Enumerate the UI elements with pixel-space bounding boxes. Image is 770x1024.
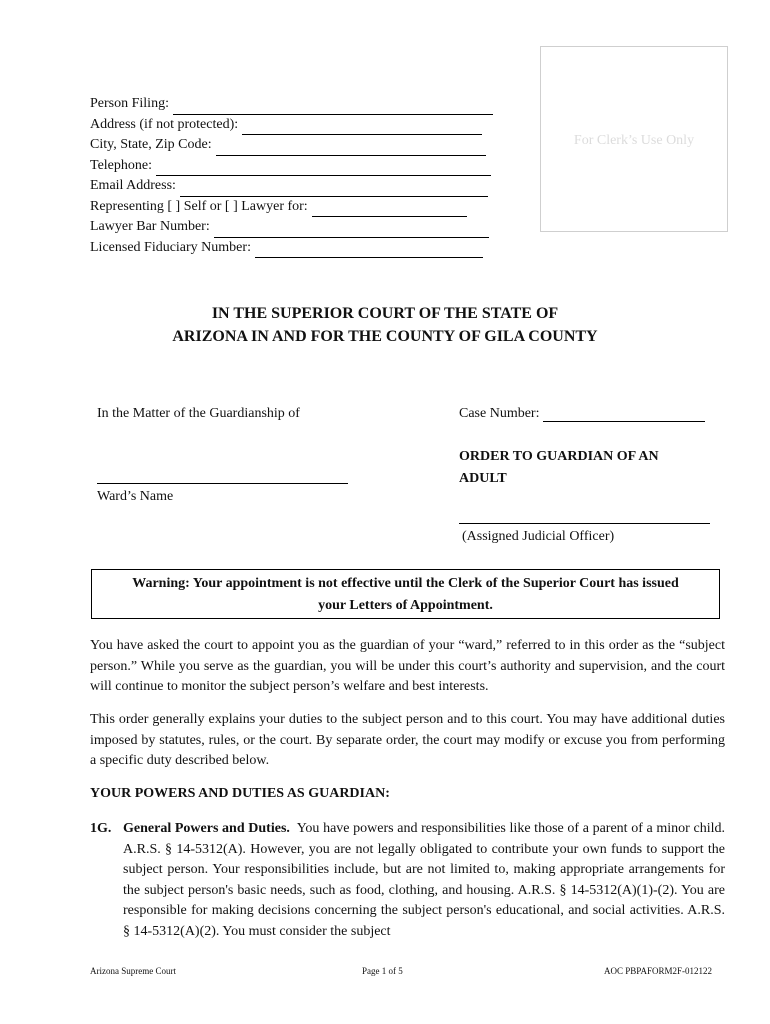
warning-line2: your Letters of Appointment. bbox=[318, 598, 493, 613]
court-title-line2: ARIZONA IN AND FOR THE COUNTY OF GILA COUNTY bbox=[172, 328, 598, 345]
lawyer-bar-number-line[interactable] bbox=[214, 223, 489, 238]
case-number-field[interactable] bbox=[459, 406, 705, 422]
city-state-zip-label: City, State, Zip Code: bbox=[90, 137, 212, 152]
order-title-line2: ADULT bbox=[459, 471, 507, 486]
fiduciary-number-label: Licensed Fiduciary Number: bbox=[90, 239, 251, 255]
item-body bbox=[123, 819, 725, 942]
item-number: 1G. bbox=[90, 821, 112, 836]
clerk-use-box bbox=[540, 46, 728, 232]
city-state-zip-line[interactable] bbox=[216, 141, 486, 156]
item-title: General Powers and Duties. bbox=[123, 821, 290, 836]
warning-box bbox=[91, 569, 720, 619]
court-title-line1: IN THE SUPERIOR COURT OF THE STATE OF bbox=[211, 305, 559, 322]
lawyer-for-line[interactable] bbox=[312, 202, 467, 217]
city-state-zip-field[interactable] bbox=[90, 135, 493, 156]
address-field[interactable] bbox=[90, 115, 493, 136]
matter-label: In the Matter of the Guardianship of bbox=[97, 406, 300, 421]
representing-label: Representing [ ] Self or [ ] Lawyer for: bbox=[90, 198, 308, 214]
ward-name-line[interactable] bbox=[97, 483, 348, 484]
address-label: Address (if not protected): bbox=[90, 116, 239, 132]
item-1g bbox=[90, 819, 725, 942]
fiduciary-number-field[interactable] bbox=[90, 238, 493, 259]
footer-page-number: Page 1 of 5 bbox=[362, 966, 403, 976]
person-filing-label: Person Filing: bbox=[90, 96, 169, 111]
judicial-officer-label: (Assigned Judicial Officer) bbox=[462, 529, 615, 544]
duties-paragraph: This order generally explains your duties to the subject person and to this court. You may have additional duties imposed by statutes, rules, or the court. By separate order, the court may modify or excuse you from performing a specific duty described below. bbox=[90, 712, 725, 768]
lawyer-bar-number-field[interactable] bbox=[90, 217, 493, 238]
intro-paragraph: You have asked the court to appoint you as the guardian of your “ward,” referred to in this order as the “subject person.” While you serve as the guardian, you will be under this court’s authority and supervision, and the court will continue to monitor the subject person’s welfare and best interests. bbox=[90, 638, 725, 694]
item-text: You have powers and responsibilities like those of a parent of a minor child. A.R.S. § 14-5312(A). However, you are not legally obligated to contribute your own funds to support the subject person. Your responsibilities include, but are not limited to, making appropriate arrangements for the subject person's basic needs, such as food, clothing, and housing. A.R.S. § 14-5312(A)(1)-(2). You are responsible for making decisions concerning the subject person's educational, and social activities. A.R.S. § 14-5312(A)(2). You must consider the subject bbox=[123, 821, 725, 939]
court-title bbox=[90, 302, 680, 348]
person-filing-line[interactable] bbox=[173, 100, 493, 115]
lawyer-bar-number-label: Lawyer Bar Number: bbox=[90, 219, 210, 234]
warning-line1: Warning: Your appointment is not effective until the Clerk of the Superior Court has issued bbox=[132, 576, 679, 591]
email-label: Email Address: bbox=[90, 178, 176, 193]
telephone-line[interactable] bbox=[156, 161, 491, 176]
address-line[interactable] bbox=[242, 120, 482, 135]
telephone-label: Telephone: bbox=[90, 157, 152, 173]
section-heading: YOUR POWERS AND DUTIES AS GUARDIAN: bbox=[90, 786, 390, 801]
fiduciary-number-line[interactable] bbox=[255, 243, 483, 258]
email-line[interactable] bbox=[180, 182, 488, 197]
filer-info-block bbox=[90, 94, 493, 258]
order-title-line1: ORDER TO GUARDIAN OF AN bbox=[459, 449, 659, 464]
person-filing-field[interactable] bbox=[90, 94, 493, 115]
order-title bbox=[459, 446, 659, 490]
telephone-field[interactable] bbox=[90, 156, 493, 177]
representing-field[interactable] bbox=[90, 197, 493, 218]
judicial-officer-line[interactable] bbox=[459, 523, 710, 524]
footer-left: Arizona Supreme Court bbox=[90, 966, 176, 976]
ward-name-label: Ward’s Name bbox=[97, 489, 174, 504]
footer-form-id: AOC PBPAFORM2F-012122 bbox=[604, 966, 712, 976]
clerk-use-label: For Clerk’s Use Only bbox=[573, 133, 695, 148]
email-field[interactable] bbox=[90, 176, 493, 197]
case-number-line[interactable] bbox=[543, 407, 705, 422]
case-number-label: Case Number: bbox=[459, 406, 540, 421]
